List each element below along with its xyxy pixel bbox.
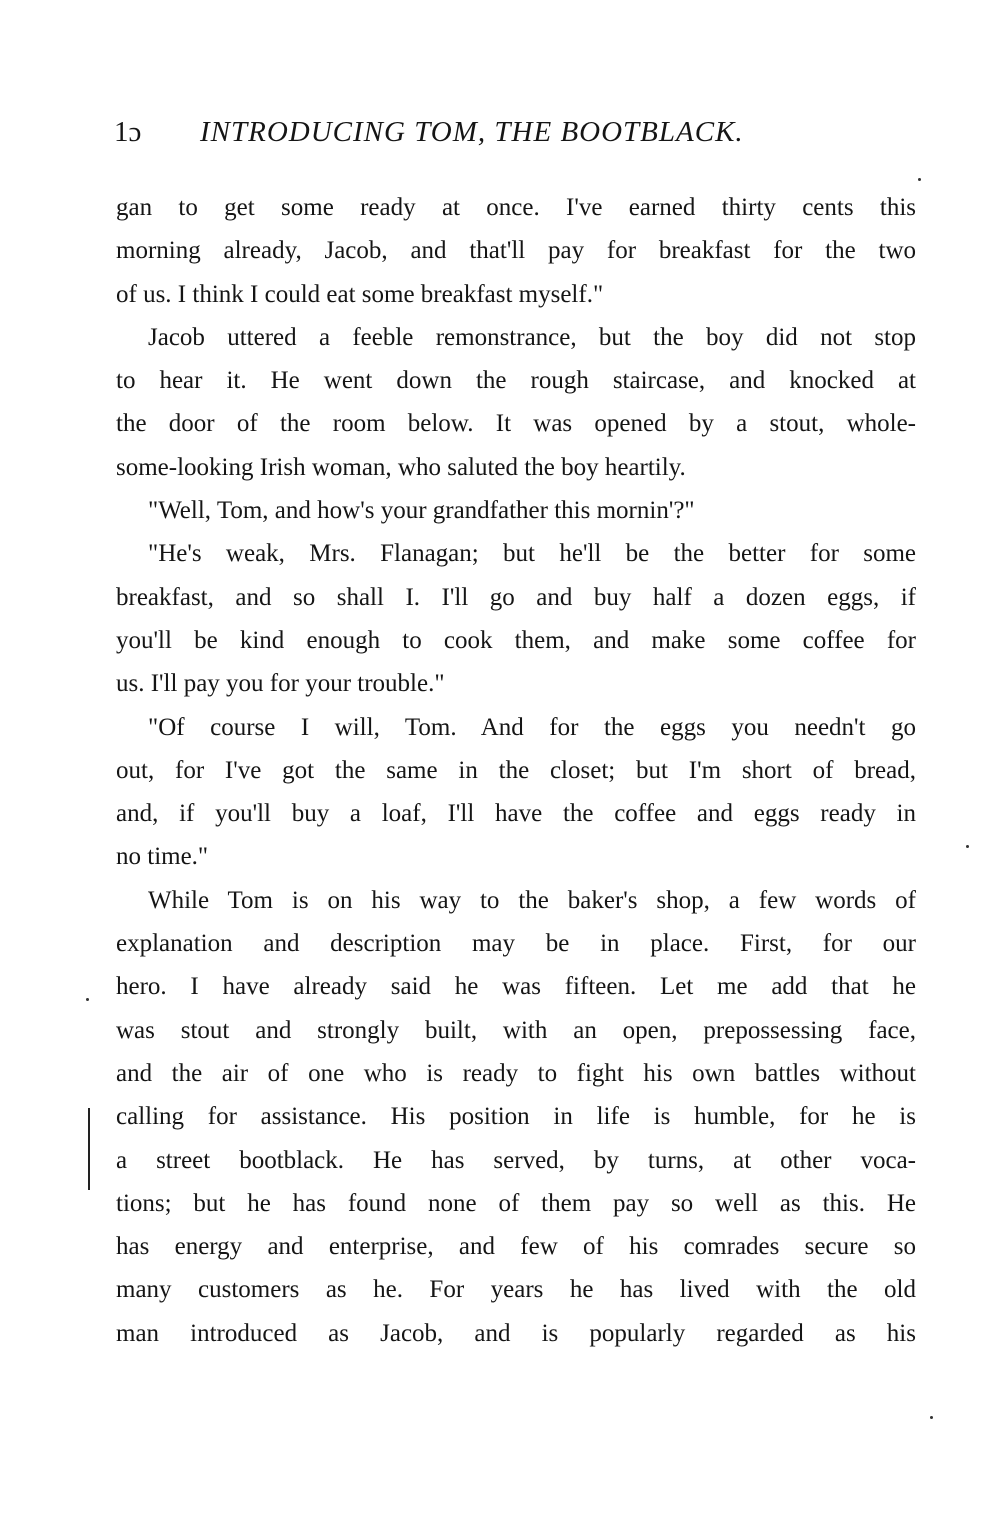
text-line: Jacob uttered a feeble remonstrance, but the boy did not stop <box>148 323 916 351</box>
text-line: tions; but he has found none of them pay so well as this. He <box>116 1189 916 1217</box>
text-line: "Of course I will, Tom. And for the eggs you needn't go <box>148 713 916 741</box>
text-line: the door of the room below. It was opened by a stout, whole- <box>116 410 916 438</box>
text-line: some-looking Irish woman, who saluted the boy heartily. <box>116 453 686 481</box>
text-line: no time." <box>116 843 209 871</box>
text-line: us. I'll pay you for your trouble." <box>116 670 445 698</box>
text-line: morning already, Jacob, and that'll pay for breakfast for the two <box>116 237 916 265</box>
text-line: of us. I think I could eat some breakfast myself." <box>116 280 604 308</box>
print-speck <box>966 845 969 848</box>
text-line: and the air of one who is ready to fight his own battles without <box>116 1059 916 1087</box>
margin-mark <box>88 1108 94 1190</box>
text-line: "Well, Tom, and how's your grandfather this mornin'?" <box>148 497 695 525</box>
text-line: has energy and enterprise, and few of his comrades secure so <box>116 1233 916 1261</box>
text-line: man introduced as Jacob, and is popularly regarded as his <box>116 1319 916 1347</box>
print-speck <box>918 178 921 181</box>
print-speck <box>86 998 89 1001</box>
text-line: breakfast, and so shall I. I'll go and buy half a dozen eggs, if <box>116 583 916 611</box>
text-line: gan to get some ready at once. I've earned thirty cents this <box>116 194 916 221</box>
text-line: calling for assistance. His position in life is humble, for he is <box>116 1103 916 1131</box>
running-title: INTRODUCING TOM, THE BOOTBLACK. <box>200 116 744 148</box>
page-number: 1ɔ <box>114 116 142 148</box>
text-line: many customers as he. For years he has lived with the old <box>116 1276 916 1304</box>
text-line: out, for I've got the same in the closet; but I'm short of bread, <box>116 756 916 784</box>
text-line: a street bootblack. He has served, by turns, at other voca- <box>116 1146 916 1174</box>
text-line: to hear it. He went down the rough staircase, and knocked at <box>116 367 916 395</box>
text-line: hero. I have already said he was fifteen. Let me add that he <box>116 973 916 1001</box>
text-line: "He's weak, Mrs. Flanagan; but he'll be the better for some <box>148 540 916 568</box>
text-line: While Tom is on his way to the baker's shop, a few words of <box>148 886 916 914</box>
text-line: you'll be kind enough to cook them, and make some coffee for <box>116 626 916 654</box>
body-text <box>116 186 916 1355</box>
page-header <box>114 110 914 154</box>
text-line: was stout and strongly built, with an open, prepossessing face, <box>116 1016 916 1044</box>
print-speck <box>930 1416 933 1419</box>
text-line: and, if you'll buy a loaf, I'll have the coffee and eggs ready in <box>116 800 916 828</box>
text-line: explanation and description may be in place. First, for our <box>116 930 916 958</box>
